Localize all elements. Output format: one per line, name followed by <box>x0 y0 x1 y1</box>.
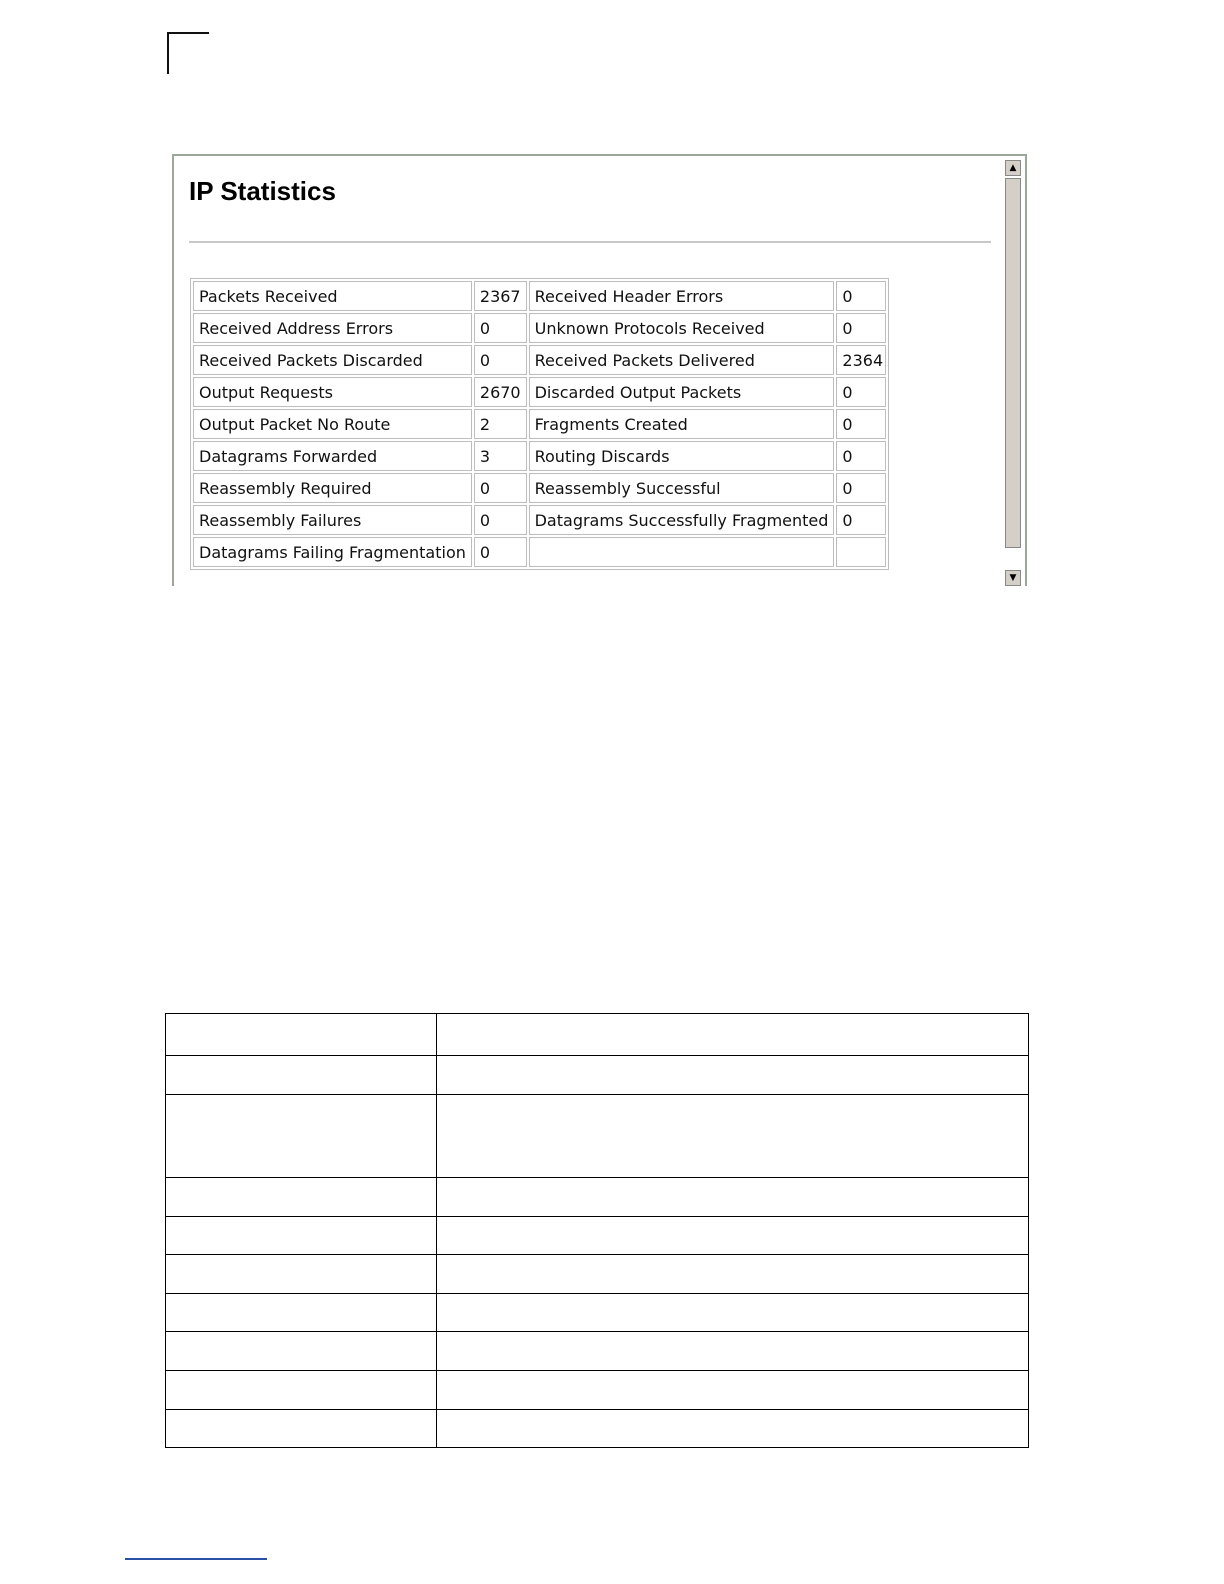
stat-value: 0 <box>474 473 527 503</box>
table-row <box>166 1217 1029 1255</box>
stat-value: 0 <box>836 473 886 503</box>
stat-value: 2367 <box>474 281 527 311</box>
stat-value: 0 <box>836 409 886 439</box>
stat-label: Received Header Errors <box>529 281 835 311</box>
stat-value: 0 <box>836 313 886 343</box>
table-row <box>166 1095 1029 1178</box>
stat-label: Unknown Protocols Received <box>529 313 835 343</box>
stat-value: 0 <box>474 313 527 343</box>
stat-value <box>836 537 886 567</box>
stat-value: 0 <box>836 281 886 311</box>
table-row <box>166 1178 1029 1217</box>
table-row <box>193 473 886 503</box>
table-row <box>193 505 886 535</box>
stat-label: Datagrams Successfully Fragmented <box>529 505 835 535</box>
stat-label: Routing Discards <box>529 441 835 471</box>
stat-value: 2 <box>474 409 527 439</box>
stat-label: Received Packets Discarded <box>193 345 472 375</box>
stat-value: 0 <box>474 345 527 375</box>
vertical-scrollbar[interactable] <box>1003 156 1025 586</box>
footer-rule <box>125 1558 267 1560</box>
page-content <box>174 156 1003 586</box>
table-row <box>193 409 886 439</box>
ip-statistics-table <box>190 278 889 570</box>
table-row <box>193 537 886 567</box>
stat-label: Reassembly Failures <box>193 505 472 535</box>
table-row <box>166 1332 1029 1371</box>
crop-mark <box>167 32 209 74</box>
page-title: IP Statistics <box>189 176 336 206</box>
scroll-down-arrow-icon[interactable]: ▼ <box>1005 570 1021 586</box>
table-row <box>166 1255 1029 1294</box>
table-row <box>193 281 886 311</box>
scroll-up-arrow-icon[interactable]: ▲ <box>1005 160 1021 176</box>
table-row <box>166 1056 1029 1095</box>
table-row <box>193 377 886 407</box>
stat-value: 0 <box>836 505 886 535</box>
table-row <box>166 1371 1029 1410</box>
stat-label <box>529 537 835 567</box>
table-row <box>166 1410 1029 1448</box>
stat-label: Datagrams Failing Fragmentation <box>193 537 472 567</box>
table-row <box>193 441 886 471</box>
scrollbar-thumb[interactable] <box>1005 178 1021 548</box>
stat-label: Output Packet No Route <box>193 409 472 439</box>
stat-label: Datagrams Forwarded <box>193 441 472 471</box>
description-table <box>165 1013 1029 1448</box>
stat-label: Received Packets Delivered <box>529 345 835 375</box>
table-row <box>166 1014 1029 1056</box>
stat-label: Received Address Errors <box>193 313 472 343</box>
stat-label: Output Requests <box>193 377 472 407</box>
stat-value: 0 <box>474 537 527 567</box>
stat-value: 2670 <box>474 377 527 407</box>
stat-label: Packets Received <box>193 281 472 311</box>
stat-label: Reassembly Required <box>193 473 472 503</box>
table-row <box>193 313 886 343</box>
stat-value: 0 <box>836 377 886 407</box>
stat-label: Discarded Output Packets <box>529 377 835 407</box>
table-row <box>166 1294 1029 1332</box>
stat-value: 0 <box>474 505 527 535</box>
title-divider <box>189 241 991 243</box>
stat-label: Fragments Created <box>529 409 835 439</box>
stat-label: Reassembly Successful <box>529 473 835 503</box>
table-row <box>193 345 886 375</box>
stat-value: 2364 <box>836 345 886 375</box>
stat-value: 3 <box>474 441 527 471</box>
stat-value: 0 <box>836 441 886 471</box>
ip-statistics-window <box>172 154 1027 586</box>
